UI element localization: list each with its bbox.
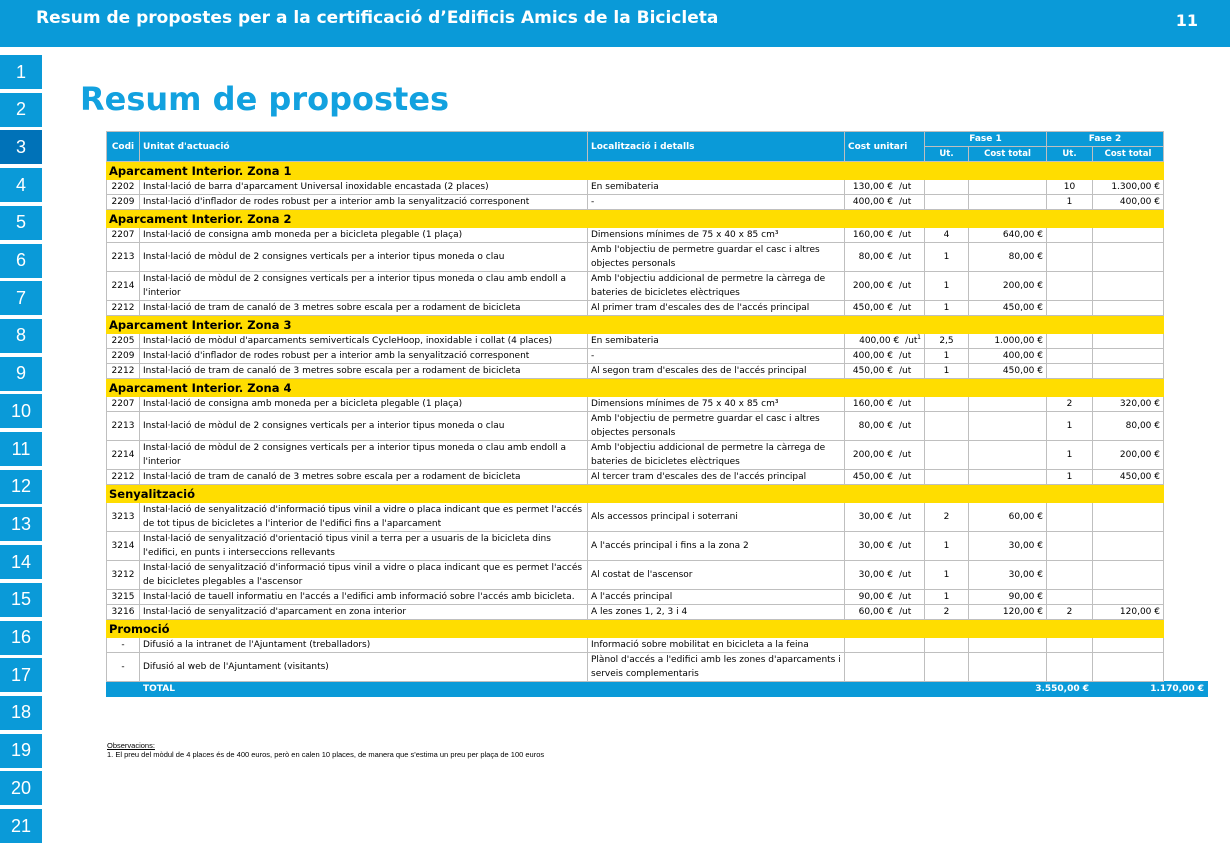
- cell-phase1-ut: 1: [925, 301, 969, 316]
- cell-location: Amb l'objectiu de permetre guardar el casc i altres objectes personals: [588, 243, 845, 272]
- table-row: [107, 195, 1208, 210]
- cell-phase2-ut: [1047, 638, 1093, 653]
- table-row: [107, 605, 1208, 620]
- observations-note: 1. El preu del mòdul de 4 places és de 400 euros, però en calen 10 places, de manera que s'estima un preu per plaça de 100 euros: [107, 750, 545, 759]
- section-row: [107, 316, 1208, 334]
- sidebar-page-3[interactable]: 3: [0, 130, 42, 164]
- cell-phase1-ut: 2: [925, 605, 969, 620]
- cell-phase2-total: 450,00 €: [1093, 470, 1164, 485]
- cell-phase1-total: 400,00 €: [969, 349, 1047, 364]
- sidebar-page-17[interactable]: 17: [0, 658, 42, 692]
- sidebar-page-20[interactable]: 20: [0, 771, 42, 805]
- cell-phase1-ut: [925, 441, 969, 470]
- cell-phase1-ut: [925, 180, 969, 195]
- unit-per: /ut: [899, 607, 912, 617]
- cell-phase2-total: [1093, 364, 1164, 379]
- sidebar-page-7[interactable]: 7: [0, 281, 42, 315]
- table-row: [107, 441, 1208, 470]
- cell-phase2-total: [1093, 334, 1164, 349]
- cell-location: -: [588, 195, 845, 210]
- cell-location: Dimensions mínimes de 75 x 40 x 85 cm³: [588, 228, 845, 243]
- cell-phase2-ut: [1047, 561, 1093, 590]
- cell-code: 2213: [107, 243, 140, 272]
- unit-price: 450,00 €: [852, 366, 893, 376]
- cell-code: 2205: [107, 334, 140, 349]
- cell-unit: Instal·lació de mòdul de 2 consignes verticals per a interior tipus moneda o clau amb endoll a l'interior: [140, 272, 588, 301]
- table-row: [107, 228, 1208, 243]
- table-row: [107, 180, 1208, 195]
- table-row: [107, 590, 1208, 605]
- section-title: Promoció: [107, 620, 1164, 638]
- cell-phase1-ut: [925, 412, 969, 441]
- sidebar-page-8[interactable]: 8: [0, 319, 42, 353]
- unit-per: /ut: [899, 570, 912, 580]
- cell-location: Al primer tram d'escales des de l'accés principal: [588, 301, 845, 316]
- cell-unit: Instal·lació d'inflador de rodes robust per a interior amb la senyalització corresponent: [140, 349, 588, 364]
- cell-unit-cost: [845, 180, 925, 195]
- cell-unit: Instal·lació de mòdul d'aparcaments semiverticals CycleHoop, inoxidable i collat (4 places): [140, 334, 588, 349]
- cell-location: Al costat de l'ascensor: [588, 561, 845, 590]
- cell-location: A les zones 1, 2, 3 i 4: [588, 605, 845, 620]
- table-row: [107, 532, 1208, 561]
- cell-unit-cost: [845, 397, 925, 412]
- unit-price: 60,00 €: [858, 607, 893, 617]
- page-title: Resum de propostes: [80, 80, 450, 118]
- col-code-header: Codi: [107, 132, 140, 162]
- cell-phase2-total: [1093, 653, 1164, 682]
- cell-code: -: [107, 638, 140, 653]
- cell-phase1-total: 450,00 €: [969, 364, 1047, 379]
- table-row: [107, 334, 1208, 349]
- sidebar-page-2[interactable]: 2: [0, 93, 42, 127]
- cell-location: Amb l'objectiu addicional de permetre la càrrega de bateries de bicicletes elèctriques: [588, 441, 845, 470]
- cell-phase1-ut: 1: [925, 349, 969, 364]
- cell-phase1-total: [969, 441, 1047, 470]
- col-location-header: Localització i detalls: [588, 132, 845, 162]
- cell-phase1-total: 30,00 €: [969, 561, 1047, 590]
- cell-unit-cost: [845, 503, 925, 532]
- cell-code: 2207: [107, 228, 140, 243]
- cell-phase2-total: 1.300,00 €: [1093, 180, 1164, 195]
- cell-phase1-ut: 1: [925, 590, 969, 605]
- cell-phase1-total: 120,00 €: [969, 605, 1047, 620]
- unit-per: /ut: [899, 252, 912, 262]
- cell-location: Amb l'objectiu addicional de permetre la càrrega de bateries de bicicletes elèctriques: [588, 272, 845, 301]
- cell-phase1-total: [969, 638, 1047, 653]
- cell-code: 2212: [107, 364, 140, 379]
- cell-phase2-ut: 1: [1047, 441, 1093, 470]
- cell-phase2-total: [1093, 243, 1164, 272]
- cell-code: 2207: [107, 397, 140, 412]
- cell-phase1-ut: 1: [925, 272, 969, 301]
- cell-phase2-ut: 1: [1047, 470, 1093, 485]
- cell-phase2-total: [1093, 272, 1164, 301]
- unit-price: 400,00 €: [859, 336, 900, 346]
- cell-location: Al segon tram d'escales des de l'accés principal: [588, 364, 845, 379]
- sidebar-page-10[interactable]: 10: [0, 394, 42, 428]
- cell-phase2-total: 400,00 €: [1093, 195, 1164, 210]
- cell-phase2-ut: 10: [1047, 180, 1093, 195]
- sidebar-page-12[interactable]: 12: [0, 470, 42, 504]
- cell-phase2-ut: [1047, 503, 1093, 532]
- section-title: Aparcament Interior. Zona 4: [107, 379, 1164, 397]
- unit-price: 80,00 €: [858, 252, 893, 262]
- cell-phase1-ut: 1: [925, 561, 969, 590]
- section-row: [107, 620, 1208, 638]
- cell-location: Als accessos principal i soterrani: [588, 503, 845, 532]
- col-unit-header: Unitat d'actuació: [140, 132, 588, 162]
- table-row: [107, 638, 1208, 653]
- sidebar-page-15[interactable]: 15: [0, 583, 42, 617]
- cell-code: 2202: [107, 180, 140, 195]
- section-row: [107, 485, 1208, 503]
- table-row: [107, 272, 1208, 301]
- cell-phase2-ut: 1: [1047, 412, 1093, 441]
- unit-per: /ut: [899, 592, 912, 602]
- unit-per: /ut: [899, 303, 912, 313]
- unit-price: 30,00 €: [858, 512, 893, 522]
- total-label: TOTAL: [140, 682, 969, 697]
- unit-per: /ut: [899, 472, 912, 482]
- cell-unit: Instal·lació de mòdul de 2 consignes verticals per a interior tipus moneda o clau amb endoll a l'interior: [140, 441, 588, 470]
- cell-phase1-total: 60,00 €: [969, 503, 1047, 532]
- cell-code: 2214: [107, 272, 140, 301]
- cell-code: 2214: [107, 441, 140, 470]
- cell-code: 2209: [107, 195, 140, 210]
- sidebar-page-11[interactable]: 11: [0, 432, 42, 466]
- cell-location: Informació sobre mobilitat en bicicleta a la feina: [588, 638, 845, 653]
- footnote-marker: 1: [917, 334, 921, 341]
- table-row: [107, 561, 1208, 590]
- cell-phase2-total: 200,00 €: [1093, 441, 1164, 470]
- cell-unit-cost: [845, 301, 925, 316]
- header-title: Resum de propostes per a la certificació d’Edificis Amics de la Bicicleta: [36, 8, 719, 28]
- cell-location: A l'accés principal: [588, 590, 845, 605]
- section-row: [107, 210, 1208, 228]
- unit-per: /ut: [899, 512, 912, 522]
- cell-phase1-total: [969, 195, 1047, 210]
- section-title: Aparcament Interior. Zona 1: [107, 162, 1164, 180]
- cell-phase2-ut: [1047, 334, 1093, 349]
- cell-unit-cost: [845, 590, 925, 605]
- cell-code: -: [107, 653, 140, 682]
- section-title: Senyalització: [107, 485, 1164, 503]
- cell-phase2-total: 80,00 €: [1093, 412, 1164, 441]
- cell-phase1-total: [969, 180, 1047, 195]
- cell-phase1-total: [969, 397, 1047, 412]
- cell-unit: Instal·lació de barra d'aparcament Universal inoxidable encastada (2 places): [140, 180, 588, 195]
- sidebar-page-19[interactable]: 19: [0, 734, 42, 768]
- cell-code: 2213: [107, 412, 140, 441]
- cell-unit: Difusió al web de l'Ajuntament (visitants): [140, 653, 588, 682]
- cell-unit: Instal·lació de tauell informatiu en l'accés a l'edifici amb informació sobre l'accés amb bicicleta.: [140, 590, 588, 605]
- cell-unit-cost: [845, 605, 925, 620]
- cell-phase1-ut: 2: [925, 503, 969, 532]
- cell-phase2-ut: [1047, 301, 1093, 316]
- cell-phase1-ut: [925, 397, 969, 412]
- unit-price: 30,00 €: [858, 570, 893, 580]
- cell-phase1-ut: 1: [925, 364, 969, 379]
- cell-phase2-total: [1093, 590, 1164, 605]
- section-title: Aparcament Interior. Zona 3: [107, 316, 1164, 334]
- cell-phase1-ut: 1: [925, 243, 969, 272]
- cell-unit-cost: [845, 470, 925, 485]
- cell-phase2-ut: [1047, 653, 1093, 682]
- cell-unit: Instal·lació de senyalització d'informació tipus vinil a vidre o placa indicant que es permet l'accés de tot tipus de bicicletes a l'interior de l'edifici fins a l'aparcament: [140, 503, 588, 532]
- cell-phase1-total: [969, 412, 1047, 441]
- unit-price: 200,00 €: [852, 281, 893, 291]
- cell-phase1-ut: [925, 653, 969, 682]
- cell-location: En semibateria: [588, 334, 845, 349]
- cell-unit-cost: [845, 334, 925, 349]
- cell-location: Amb l'objectiu de permetre guardar el casc i altres objectes personals: [588, 412, 845, 441]
- cell-code: 3212: [107, 561, 140, 590]
- cell-phase2-total: [1093, 503, 1164, 532]
- col-phase1-ut-header: Ut.: [925, 147, 969, 162]
- table-row: [107, 397, 1208, 412]
- unit-per: /ut: [899, 230, 912, 240]
- cell-unit-cost: [845, 441, 925, 470]
- cell-phase1-total: 1.000,00 €: [969, 334, 1047, 349]
- cell-unit: Instal·lació d'inflador de rodes robust per a interior amb la senyalització corresponent: [140, 195, 588, 210]
- cell-phase1-ut: 1: [925, 532, 969, 561]
- cell-phase2-ut: [1047, 243, 1093, 272]
- sidebar-page-13[interactable]: 13: [0, 507, 42, 541]
- cell-unit-cost: [845, 228, 925, 243]
- sidebar-page-1[interactable]: 1: [0, 55, 42, 89]
- cell-unit-cost: [845, 653, 925, 682]
- cell-phase2-total: [1093, 349, 1164, 364]
- table-row: [107, 503, 1208, 532]
- cell-phase2-total: 320,00 €: [1093, 397, 1164, 412]
- cell-code: 3213: [107, 503, 140, 532]
- unit-per: /ut: [899, 197, 912, 207]
- cell-phase1-ut: [925, 195, 969, 210]
- cell-unit-cost: [845, 638, 925, 653]
- unit-price: 160,00 €: [852, 230, 893, 240]
- cell-unit: Instal·lació de senyalització d'orientació tipus vinil a terra per a usuaris de la bicicleta dins l'edifici, en punts i interseccions rellevants: [140, 532, 588, 561]
- col-phase2-total-header: Cost total: [1093, 147, 1164, 162]
- cell-code: 3214: [107, 532, 140, 561]
- section-title: Aparcament Interior. Zona 2: [107, 210, 1164, 228]
- cell-unit: Instal·lació de mòdul de 2 consignes verticals per a interior tipus moneda o clau: [140, 412, 588, 441]
- total-spacer: [107, 682, 140, 697]
- sidebar-page-5[interactable]: 5: [0, 206, 42, 240]
- section-row: [107, 379, 1208, 397]
- cell-unit: Difusió a la intranet de l'Ajuntament (treballadors): [140, 638, 588, 653]
- cell-location: Al tercer tram d'escales des de l'accés principal: [588, 470, 845, 485]
- cell-phase2-total: 120,00 €: [1093, 605, 1164, 620]
- cell-unit: Instal·lació de tram de canaló de 3 metres sobre escala per a rodament de bicicleta: [140, 301, 588, 316]
- sidebar-page-6[interactable]: 6: [0, 244, 42, 278]
- cell-code: 2209: [107, 349, 140, 364]
- unit-per: /ut: [899, 541, 912, 551]
- sidebar-page-21[interactable]: 21: [0, 809, 42, 843]
- cell-phase2-total: [1093, 301, 1164, 316]
- header-bar: [0, 0, 1230, 47]
- cell-phase1-total: 200,00 €: [969, 272, 1047, 301]
- cell-unit: Instal·lació de tram de canaló de 3 metres sobre escala per a rodament de bicicleta: [140, 364, 588, 379]
- unit-per: /ut: [905, 336, 918, 346]
- cell-unit-cost: [845, 412, 925, 441]
- unit-price: 450,00 €: [852, 303, 893, 313]
- cell-location: Dimensions mínimes de 75 x 40 x 85 cm³: [588, 397, 845, 412]
- cell-code: 2212: [107, 301, 140, 316]
- page-number: 11: [1175, 11, 1198, 30]
- total-row: [107, 682, 1208, 697]
- sidebar-page-18[interactable]: 18: [0, 696, 42, 730]
- observations-heading: Observacions:: [107, 741, 155, 750]
- section-row: [107, 162, 1208, 180]
- cell-phase2-ut: [1047, 349, 1093, 364]
- cell-phase2-total: [1093, 561, 1164, 590]
- unit-price: 450,00 €: [852, 472, 893, 482]
- cell-phase1-total: 90,00 €: [969, 590, 1047, 605]
- table-row: [107, 653, 1208, 682]
- cell-unit: Instal·lació de mòdul de 2 consignes verticals per a interior tipus moneda o clau: [140, 243, 588, 272]
- total-phase1: 3.550,00 €: [969, 682, 1093, 697]
- cell-phase1-total: 30,00 €: [969, 532, 1047, 561]
- cell-unit-cost: [845, 195, 925, 210]
- unit-price: 400,00 €: [852, 351, 893, 361]
- unit-per: /ut: [899, 182, 912, 192]
- table-row: [107, 364, 1208, 379]
- cell-phase1-total: [969, 470, 1047, 485]
- cell-phase1-total: 640,00 €: [969, 228, 1047, 243]
- cell-phase2-total: [1093, 228, 1164, 243]
- sidebar-page-16[interactable]: 16: [0, 621, 42, 655]
- cell-location: En semibateria: [588, 180, 845, 195]
- unit-per: /ut: [899, 399, 912, 409]
- observations: [107, 741, 544, 759]
- unit-per: /ut: [899, 351, 912, 361]
- cell-unit: Instal·lació de consigna amb moneda per a bicicleta plegable (1 plaça): [140, 228, 588, 243]
- unit-price: 90,00 €: [858, 592, 893, 602]
- unit-price: 30,00 €: [858, 541, 893, 551]
- cell-unit-cost: [845, 243, 925, 272]
- cell-code: 2212: [107, 470, 140, 485]
- col-phase1-total-header: Cost total: [969, 147, 1047, 162]
- cell-unit-cost: [845, 532, 925, 561]
- col-phase1-header: Fase 1: [925, 132, 1047, 147]
- unit-per: /ut: [899, 281, 912, 291]
- proposals-table: [106, 131, 1208, 697]
- cell-phase2-ut: 1: [1047, 195, 1093, 210]
- cell-phase2-ut: 2: [1047, 605, 1093, 620]
- cell-unit: Instal·lació de senyalització d'informació tipus vinil a vidre o placa indicant que es permet l'accés de bicicletes plegables a l'ascensor: [140, 561, 588, 590]
- unit-per: /ut: [899, 366, 912, 376]
- cell-unit-cost: [845, 349, 925, 364]
- cell-phase1-total: [969, 653, 1047, 682]
- table-row: [107, 412, 1208, 441]
- cell-code: 3216: [107, 605, 140, 620]
- unit-per: /ut: [899, 450, 912, 460]
- cell-phase2-ut: [1047, 228, 1093, 243]
- col-cost-header: Cost unitari: [845, 132, 925, 162]
- cell-code: 3215: [107, 590, 140, 605]
- cell-unit: Instal·lació de tram de canaló de 3 metres sobre escala per a rodament de bicicleta: [140, 470, 588, 485]
- cell-phase2-ut: [1047, 272, 1093, 301]
- cell-phase2-ut: [1047, 532, 1093, 561]
- cell-phase2-ut: [1047, 590, 1093, 605]
- unit-price: 200,00 €: [852, 450, 893, 460]
- sidebar-page-9[interactable]: 9: [0, 357, 42, 391]
- cell-phase1-ut: 4: [925, 228, 969, 243]
- unit-price: 80,00 €: [858, 421, 893, 431]
- cell-location: -: [588, 349, 845, 364]
- col-phase2-ut-header: Ut.: [1047, 147, 1093, 162]
- unit-per: /ut: [899, 421, 912, 431]
- cell-phase2-total: [1093, 532, 1164, 561]
- table-row: [107, 243, 1208, 272]
- cell-phase1-ut: [925, 638, 969, 653]
- cell-phase1-total: 80,00 €: [969, 243, 1047, 272]
- table-row: [107, 301, 1208, 316]
- cell-unit: Instal·lació de consigna amb moneda per a bicicleta plegable (1 plaça): [140, 397, 588, 412]
- cell-unit: Instal·lació de senyalització d'aparcament en zona interior: [140, 605, 588, 620]
- sidebar-page-4[interactable]: 4: [0, 168, 42, 202]
- col-phase2-header: Fase 2: [1047, 132, 1164, 147]
- cell-location: Plànol d'accés a l'edifici amb les zones d'aparcaments i serveis complementaris: [588, 653, 845, 682]
- cell-phase1-ut: [925, 470, 969, 485]
- table-row: [107, 470, 1208, 485]
- table-row: [107, 349, 1208, 364]
- cell-unit-cost: [845, 272, 925, 301]
- cell-phase2-total: [1093, 638, 1164, 653]
- cell-phase2-ut: [1047, 364, 1093, 379]
- cell-unit-cost: [845, 561, 925, 590]
- cell-phase2-ut: 2: [1047, 397, 1093, 412]
- cell-location: A l'accés principal i fins a la zona 2: [588, 532, 845, 561]
- unit-price: 130,00 €: [852, 182, 893, 192]
- sidebar-page-14[interactable]: 14: [0, 545, 42, 579]
- cell-phase1-ut: 2,5: [925, 334, 969, 349]
- unit-price: 160,00 €: [852, 399, 893, 409]
- unit-price: 400,00 €: [852, 197, 893, 207]
- cell-unit-cost: [845, 364, 925, 379]
- cell-phase1-total: 450,00 €: [969, 301, 1047, 316]
- total-phase2: 1.170,00 €: [1093, 682, 1208, 697]
